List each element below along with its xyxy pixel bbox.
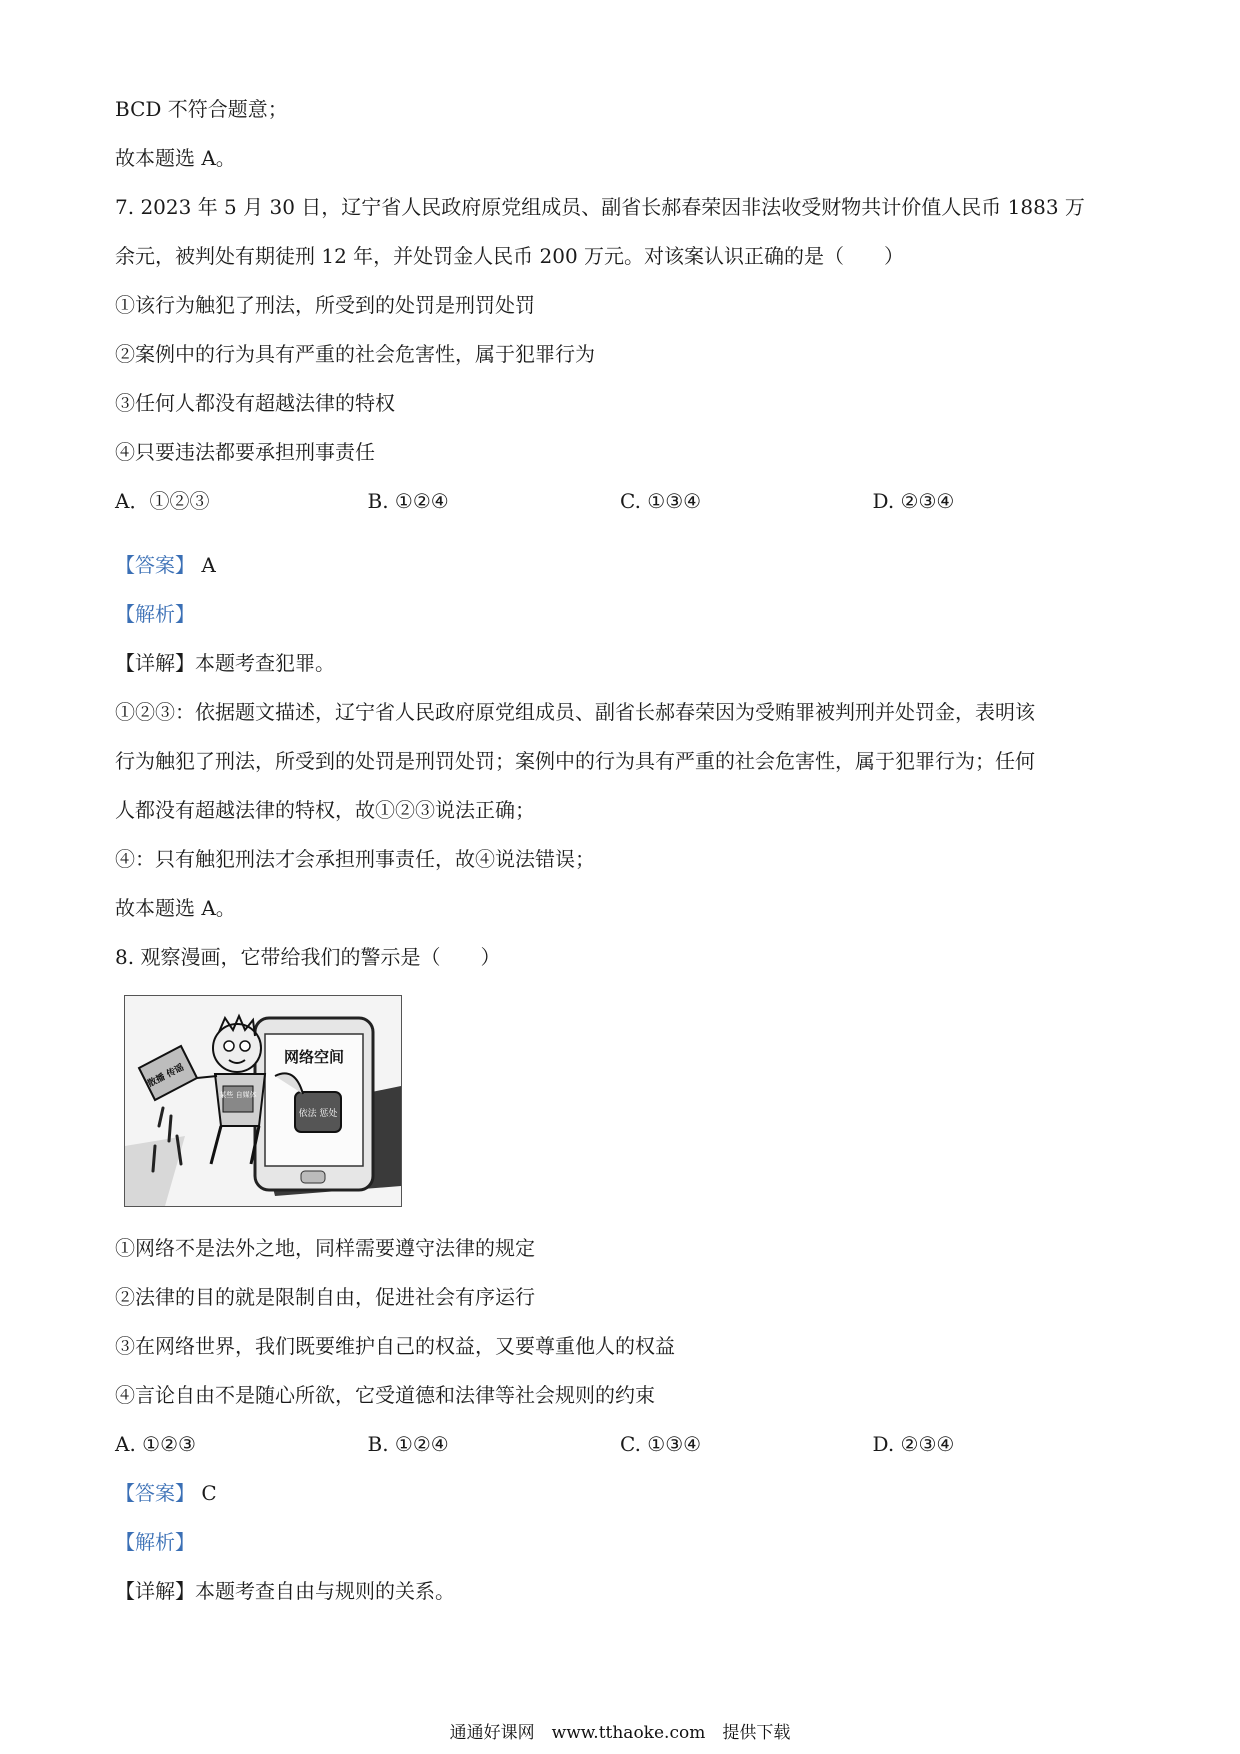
- q7-stem-line2: 余元，被判处有期徒刑 12 年，并处罚金人民币 200 万元。对该案认识正确的是（ ）: [115, 244, 905, 268]
- detail-tag: 【详解】: [115, 1579, 195, 1603]
- q8-statement: ④言论自由不是随心所欲，它受道德和法律等社会规则的约束: [115, 1383, 655, 1407]
- answer-value: A: [201, 553, 216, 577]
- page-footer: 通通好课网 www.tthaoke.com 提供下载: [449, 1723, 791, 1743]
- q7-stem-line1: 7. 2023 年 5 月 30 日，辽宁省人民政府原党组成员、副省长郝春荣因非法收受财物共计价值人民币 1883 万: [115, 195, 1085, 219]
- q7-explain-line: ①②③：依据题文描述，辽宁省人民政府原党组成员、副省长郝春荣因为受贿罪被判刑并处罚金，表明该: [115, 700, 1035, 724]
- q7-option-d: D. ②③④: [872, 489, 955, 513]
- document-page: [115, 96, 1125, 1627]
- q7-statement: ③任何人都没有超越法律的特权: [115, 391, 395, 415]
- q7-option-a: A．①②③: [115, 489, 210, 513]
- q8-option-b: B. ①②④: [367, 1432, 449, 1456]
- q7-analysis: [115, 601, 1125, 650]
- q7-answer: [115, 552, 1125, 601]
- detail-text: 本题考查犯罪。: [195, 651, 335, 675]
- bag-label: 散播 传谣: [146, 1062, 186, 1090]
- q8-option-d: D. ②③④: [872, 1432, 955, 1456]
- q8-options: [115, 1431, 1125, 1480]
- q8-statement: ③在网络世界，我们既要维护自己的权益，又要尊重他人的权益: [115, 1334, 675, 1358]
- cuff-label: 依法 惩处: [298, 1109, 338, 1119]
- badge-label: 某些 自媒体: [219, 1091, 257, 1099]
- screen-label: 网络空间: [283, 1048, 345, 1066]
- q8-statement: ②法律的目的就是限制自由，促进社会有序运行: [115, 1285, 535, 1309]
- q7-detail: [115, 650, 1125, 699]
- q7-statement: ②案例中的行为具有严重的社会危害性，属于犯罪行为: [115, 342, 595, 366]
- answer-tag: 【答案】: [115, 553, 195, 577]
- q8-statement: ①网络不是法外之地，同样需要遵守法律的规定: [115, 1236, 535, 1260]
- analysis-tag: 【解析】: [115, 602, 195, 626]
- q8-stem: 8. 观察漫画，它带给我们的警示是（ ）: [115, 945, 501, 969]
- q7-statement: ④只要违法都要承担刑事责任: [115, 440, 375, 464]
- q8-answer: [115, 1480, 1125, 1529]
- q7-options: [115, 488, 1125, 537]
- answer-value: C: [201, 1481, 217, 1505]
- detail-tag: 【详解】: [115, 651, 195, 675]
- q8-option-c: C. ①③④: [620, 1432, 702, 1456]
- q7-statement: ①该行为触犯了刑法，所受到的处罚是刑罚处罚: [115, 293, 535, 317]
- q7-explain-line: 行为触犯了刑法，所受到的处罚是刑罚处罚；案例中的行为具有严重的社会危害性，属于犯罪行为；任何: [115, 749, 1035, 773]
- q7-explain-line: ④：只有触犯刑法才会承担刑事责任，故④说法错误；: [115, 847, 595, 871]
- q7-explain-line: 故本题选 A。: [115, 896, 236, 920]
- analysis-tag: 【解析】: [115, 1530, 195, 1554]
- q8-option-a: A. ①②③: [115, 1432, 196, 1456]
- q8-analysis: [115, 1529, 1125, 1578]
- answer-tag: 【答案】: [115, 1481, 195, 1505]
- text-line: BCD 不符合题意；: [115, 97, 288, 121]
- cartoon-drawing: [125, 996, 401, 1206]
- q7-explain-line: 人都没有超越法律的特权，故①②③说法正确；: [115, 798, 535, 822]
- q7-option-c: C. ①③④: [620, 489, 702, 513]
- text-line: 故本题选 A。: [115, 146, 236, 170]
- detail-text: 本题考查自由与规则的关系。: [195, 1579, 455, 1603]
- q7-option-b: B. ①②④: [367, 489, 449, 513]
- q8-detail: [115, 1578, 1125, 1627]
- cartoon-image: [124, 995, 402, 1207]
